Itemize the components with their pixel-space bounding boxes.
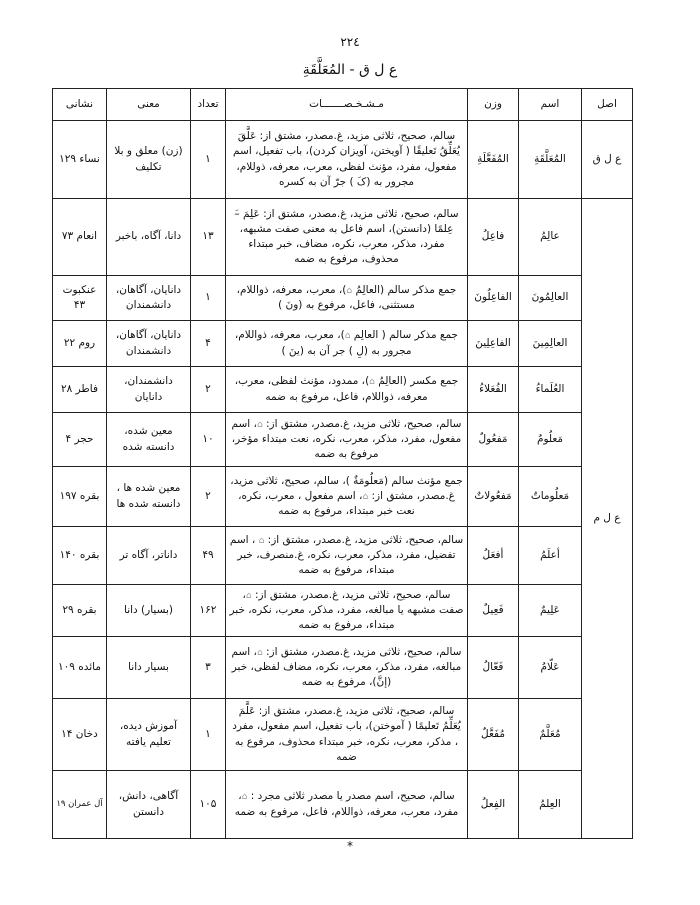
wazn-cell: الفاعِلُونَ: [468, 276, 519, 321]
header-desc: مـشـخـصـــــــات: [226, 89, 468, 121]
desc-cell: [226, 771, 468, 839]
count-cell: ۱۰۵: [191, 771, 226, 839]
wazn-cell: الفُعَلاءُ: [468, 367, 519, 413]
meaning-cell: دانایان، آگاهان، دانشمندان: [107, 321, 191, 367]
root-placeholder-icon: ⌂: [256, 647, 263, 658]
desc-cell: [226, 585, 468, 637]
ref-cell: بقره ۱۴۰: [53, 527, 107, 585]
desc-cell: [226, 413, 468, 467]
ref-cell: دخان ۱۴: [53, 699, 107, 771]
name-cell: العالِمُونَ: [519, 276, 582, 321]
desc-text-post: )، ممدود، مؤنث لفظی، معرب، معرفه، ذواللام، فاعل، مرفوع به ضمه: [234, 375, 428, 403]
desc-cell: سالم، صحیح، ثلاثی مزید، غ.مصدر، مشتق از: عَلَّقَ یُعَلِّقُ تَعلیقًا ( آویختن، آویزان کردن)، باب تفعیل، اسم مفعول، مفرد، مؤنث لفظی، معرب، معرفه، ذوللام، مجرور به (کَ ) جرّ آن به کسره: [226, 121, 468, 199]
table-row: [53, 527, 633, 585]
ref-cell: آل عمران ۱۹: [53, 771, 107, 839]
root-cell: ع ل م: [582, 199, 633, 839]
wazn-cell: المُفَعَّلَةِ: [468, 121, 519, 199]
desc-text-pre: سالم، صحیح، ثلاثی مزید، غ.مصدر، مشتق از:: [264, 533, 464, 546]
name-cell: عَلِیمٌ: [519, 585, 582, 637]
count-cell: ۴۹: [191, 527, 226, 585]
meaning-cell: دانایان، آگاهان، دانشمندان: [107, 276, 191, 321]
meaning-cell: داناتر، آگاه تر: [107, 527, 191, 585]
wazn-cell: أفعَلُ: [468, 527, 519, 585]
count-cell: ۱: [191, 699, 226, 771]
desc-text-post: )، معرب، معرفه، ذواللام، مستثنی، فاعل، مرفوع به (ونَ ): [236, 283, 415, 311]
ref-cell: فاطر ۲۸: [53, 367, 107, 413]
desc-text-pre: سالم، صحیح، ثلاثی مزید، غ.مصدر، مشتق از:: [262, 645, 462, 658]
count-cell: ۱: [191, 276, 226, 321]
root-placeholder-icon: ⌂: [256, 419, 263, 430]
count-cell: ۱۶۲: [191, 585, 226, 637]
header-name: اسم: [519, 89, 582, 121]
root-placeholder-icon: ⌂: [241, 792, 248, 803]
desc-text-post: ، صفت مشبهه یا مبالغه، مفرد، مذکر، معرب، نکره، خبر مبتداء، مرفوع به ضمه: [229, 588, 464, 632]
meaning-cell: بسیار دانا: [107, 637, 191, 699]
ref-cell: روم ۲۲: [53, 321, 107, 367]
table-header-row: [53, 89, 633, 121]
name-cell: العالِمِینَ: [519, 321, 582, 367]
ref-cell: نساء ۱۲۹: [53, 121, 107, 199]
name-cell: المُعَلَّقَةِ: [519, 121, 582, 199]
count-cell: ۲: [191, 467, 226, 527]
table-row: [53, 699, 633, 771]
count-cell: ۱: [191, 121, 226, 199]
meaning-cell: آگاهی، دانش، دانستن: [107, 771, 191, 839]
page-title: ع ل ق - المُعَلَّقَةِ: [302, 62, 398, 78]
footnote-mark: *: [347, 839, 353, 853]
meaning-cell: (بسیار) دانا: [107, 585, 191, 637]
root-placeholder-icon: ⌂: [362, 491, 369, 502]
ref-cell: حجر ۴: [53, 413, 107, 467]
meaning-cell: دانشمندان، دانایان: [107, 367, 191, 413]
lexicon-table: [52, 88, 633, 839]
count-cell: ۳: [191, 637, 226, 699]
name-cell: مَعلُومٌ: [519, 413, 582, 467]
desc-text-pre: سالم، صحیح، اسم مصدر یا مصدر ثلاثی مجرد :: [247, 790, 455, 803]
wazn-cell: فاعِلُ: [468, 199, 519, 276]
count-cell: ۲: [191, 367, 226, 413]
table-row: [53, 276, 633, 321]
count-cell: ۱۳: [191, 199, 226, 276]
desc-text-pre: جمع مؤنث سالم (مَعلُومَةٌ )، سالم، صحیح، ثلاثی مزید، غ.مصدر، مشتق از:: [230, 474, 463, 502]
wazn-cell: فَعِیلٌ: [468, 585, 519, 637]
meaning-cell: (زن) معلق و بلا تکلیف: [107, 121, 191, 199]
wazn-cell: الفاعِلِینَ: [468, 321, 519, 367]
wazn-cell: مَفعُولاتٌ: [468, 467, 519, 527]
desc-text-pre: سالم، صحیح، ثلاثی مزید، غ.مصدر، مشتق از:: [262, 417, 462, 430]
wazn-cell: مُفَعَّلٌ: [468, 699, 519, 771]
table-row: [53, 199, 633, 276]
desc-text-post: )، معرب، معرفه، ذواللام، مجرور به (لِ ) جر آن به (ینَ ): [234, 329, 412, 357]
desc-cell: [226, 637, 468, 699]
root-placeholder-icon: ⌂: [258, 535, 265, 546]
name-cell: أعلَمُ: [519, 527, 582, 585]
table-row: [53, 771, 633, 839]
name-cell: عَلّامُ: [519, 637, 582, 699]
name-cell: العُلَماءُ: [519, 367, 582, 413]
desc-cell: [226, 527, 468, 585]
name-cell: مَعلُوماتٌ: [519, 467, 582, 527]
desc-text-pre: جمع مذکر سالم (العالِمُ: [352, 283, 457, 296]
name-cell: مُعَلَّمٌ: [519, 699, 582, 771]
ref-cell: بقره ۱۹۷: [53, 467, 107, 527]
desc-cell: [226, 467, 468, 527]
ref-cell: بقره ۲۹: [53, 585, 107, 637]
page-number: ۲۲٤: [340, 35, 360, 49]
ref-cell: مائده ۱۰۹: [53, 637, 107, 699]
meaning-cell: معین شده، دانسته شده: [107, 413, 191, 467]
table-row: [53, 367, 633, 413]
desc-cell: [226, 276, 468, 321]
wazn-cell: الفِعلُ: [468, 771, 519, 839]
root-cell: ع ل ق: [582, 121, 633, 199]
desc-text-post: ، اسم تفضیل، مفرد، مذکر، معرب، نکره، غ.منصرف، خبر مبتداء، مرفوع به ضمه: [229, 533, 456, 577]
header-root: اصل: [582, 89, 633, 121]
header-ref: نشانی: [53, 89, 107, 121]
table-row: [53, 413, 633, 467]
table-row: [53, 121, 633, 199]
desc-text-post: ، اسم مفعول، مفرد، مذکر، معرب، نکره، نعت مبتداء مؤخر، مرفوع به ضمه: [231, 417, 462, 461]
name-cell: العِلمُ: [519, 771, 582, 839]
desc-cell: [226, 321, 468, 367]
root-placeholder-icon: ⌂: [346, 285, 353, 296]
count-cell: ۴: [191, 321, 226, 367]
ref-cell: عنکبوت ۴۳: [53, 276, 107, 321]
meaning-cell: آموزش دیده، تعلیم یافته: [107, 699, 191, 771]
meaning-cell: دانا، آگاه، باخبر: [107, 199, 191, 276]
desc-text-post: ، اسم مبالغه، مفرد، مذکر، معرب، نکره، مضاف لفظی، خبر (إنَّ)، مرفوع به ضمه: [231, 645, 462, 689]
table-row: [53, 467, 633, 527]
desc-text-post: ، مفرد، معرب، معرفه، ذواللام، فاعل، مرفوع به ضمه: [234, 790, 459, 818]
count-cell: ۱۰: [191, 413, 226, 467]
root-placeholder-icon: ⌂: [245, 590, 252, 601]
root-placeholder-icon: ⌂: [369, 377, 375, 388]
meaning-cell: معین شده ها ، دانسته شده ها: [107, 467, 191, 527]
name-cell: عالِمُ: [519, 199, 582, 276]
header-wazn: وزن: [468, 89, 519, 121]
header-meaning: معنی: [107, 89, 191, 121]
desc-text-post: ، اسم مفعول ، معرب، نکره، نعت خبر مبتداء، مرفوع به ضمه: [238, 489, 415, 518]
desc-cell: سالم، صحیح، ثلاثی مزید، غ.مصدر، مشتق از: عَلِمَ –َ عِلمًا (دانستن)، اسم فاعل به معنی صفت مشبهه، مفرد، مذکر، معرب، نکره، مضاف، خبر مبتداء محذوف، مرفوع به ضمه: [226, 199, 468, 276]
table-row: [53, 321, 633, 367]
root-placeholder-icon: ⌂: [344, 331, 351, 342]
desc-text-pre: جمع مکسر (العالِمُ: [374, 375, 459, 388]
wazn-cell: فَعّالُ: [468, 637, 519, 699]
ref-cell: انعام ۷۳: [53, 199, 107, 276]
desc-text-pre: سالم، صحیح، ثلاثی مزید، غ.مصدر، مشتق از:: [251, 588, 451, 601]
table-row: [53, 637, 633, 699]
table-row: [53, 585, 633, 637]
header-count: تعداد: [191, 89, 226, 121]
desc-cell: [226, 367, 468, 413]
wazn-cell: مَفعُولٌ: [468, 413, 519, 467]
desc-text-pre: جمع مذکر سالم ( العالِم: [350, 329, 459, 342]
desc-cell: سالم، صحیح، ثلاثی مزید، غ.مصدر، مشتق از: عَلَّمَ یُعَلِّمُ تَعلیمًا ( آموختن)، باب تفعیل، اسم مفعول، مفرد ، مذکر، معرب، نکره، خبر مبتداء محذوف، مرفوع به ضمه: [226, 699, 468, 771]
